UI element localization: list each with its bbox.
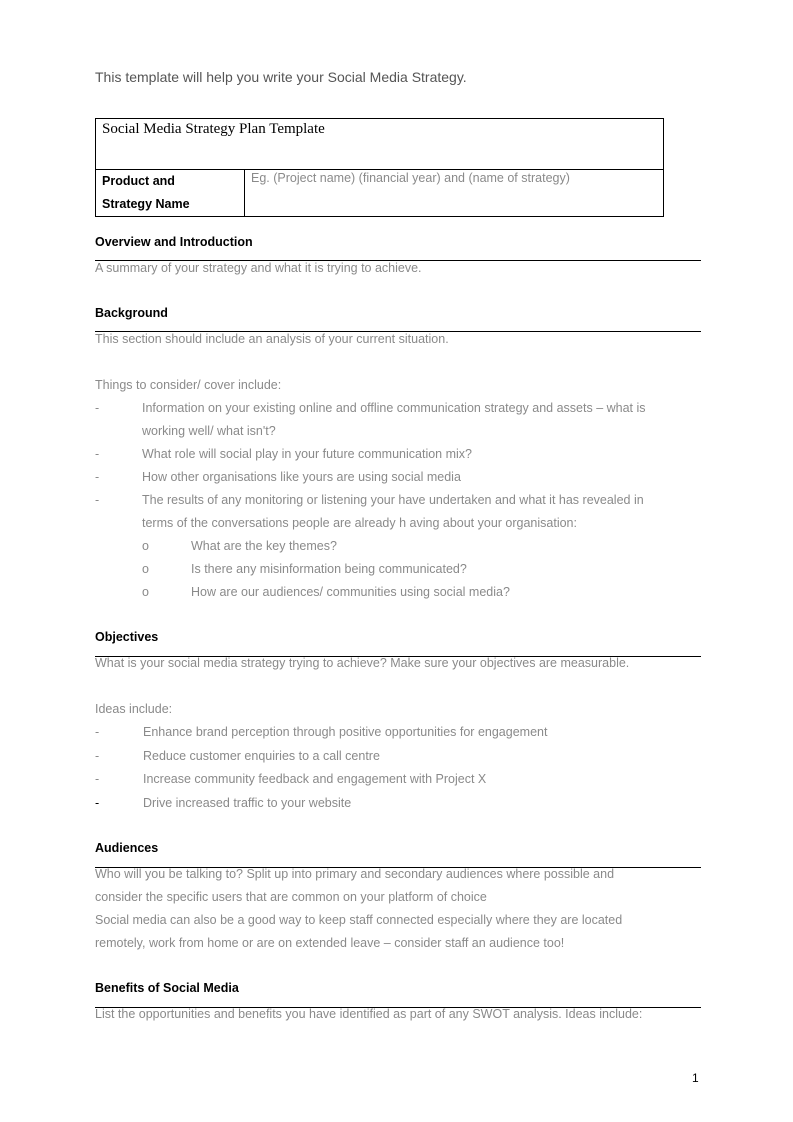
list-item: How other organisations like yours are using social media	[142, 470, 461, 484]
title-table	[95, 118, 664, 217]
objectives-ideas: Ideas include:	[95, 702, 173, 716]
list-item: What role will social play in your future communication mix?	[142, 447, 472, 461]
list-dash: -	[95, 447, 100, 461]
audiences-line: Social media can also be a good way to keep staff connected especially where they are located	[95, 913, 623, 927]
background-consider: Things to consider/ cover include:	[95, 378, 282, 392]
sub-list-item: How are our audiences/ communities using social media?	[191, 585, 510, 599]
product-strategy-value[interactable]: Eg. (Project name) (financial year) and (name of strategy)	[245, 170, 664, 217]
list-dash: -	[95, 470, 100, 484]
overview-heading: Overview and Introduction	[95, 235, 253, 249]
label-line-2: Strategy Name	[102, 197, 190, 211]
list-item	[142, 489, 682, 535]
overview-text: A summary of your strategy and what it is trying to achieve.	[95, 261, 422, 275]
benefits-text: List the opportunities and benefits you have identified as part of any SWOT analysis. Ideas include:	[95, 1007, 643, 1021]
list-item-line: working well/ what isn't?	[142, 424, 276, 438]
list-item-line: Information on your existing online and offline communication strategy and assets – what is	[142, 401, 646, 415]
sub-list-item: What are the key themes?	[191, 539, 337, 553]
list-dash: -	[95, 493, 100, 507]
background-heading: Background	[95, 306, 168, 320]
list-item: Enhance brand perception through positive opportunities for engagement	[143, 725, 548, 739]
intro-text: This template will help you write your Social Media Strategy.	[95, 69, 467, 85]
objectives-text: What is your social media strategy trying to achieve? Make sure your objectives are measurable.	[95, 656, 630, 670]
list-dash: -	[95, 796, 100, 810]
list-item: Increase community feedback and engagement with Project X	[143, 772, 487, 786]
list-dash: -	[95, 401, 100, 415]
audiences-line: Who will you be talking to? Split up into primary and secondary audiences where possible and	[95, 867, 615, 881]
list-item-line: terms of the conversations people are already h aving about your organisation:	[142, 516, 577, 530]
page-number: 1	[692, 1071, 699, 1085]
sub-list-marker: o	[142, 585, 149, 599]
list-dash: -	[95, 772, 100, 786]
list-item: Reduce customer enquiries to a call centre	[143, 749, 380, 763]
audiences-text	[95, 863, 640, 955]
objectives-heading: Objectives	[95, 630, 159, 644]
list-item: Drive increased traffic to your website	[143, 796, 352, 810]
audiences-line: remotely, work from home or are on extended leave – consider staff an audience too!	[95, 936, 565, 950]
sub-list-marker: o	[142, 539, 149, 553]
sub-list-item: Is there any misinformation being communicated?	[191, 562, 467, 576]
list-dash: -	[95, 725, 100, 739]
background-text: This section should include an analysis of your current situation.	[95, 332, 449, 346]
list-dash: -	[95, 749, 100, 763]
audiences-heading: Audiences	[95, 841, 159, 855]
product-strategy-label	[96, 170, 245, 217]
benefits-heading: Benefits of Social Media	[95, 981, 239, 995]
sub-list-marker: o	[142, 562, 149, 576]
label-line-1: Product and	[102, 174, 175, 188]
list-item	[142, 397, 682, 443]
list-item-line: The results of any monitoring or listening your have undertaken and what it has revealed in	[142, 493, 644, 507]
template-title: Social Media Strategy Plan Template	[96, 119, 664, 170]
audiences-line: consider the specific users that are common on your platform of choice	[95, 890, 487, 904]
